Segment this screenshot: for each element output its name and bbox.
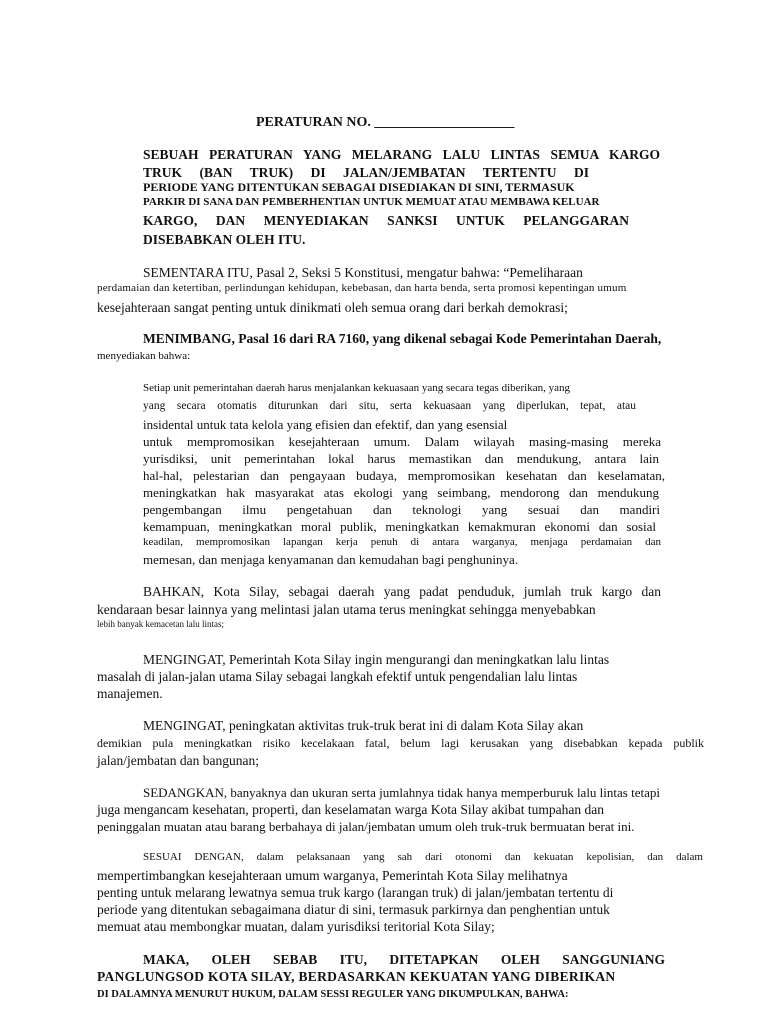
- heading-line-6: DISEBABKAN OLEH ITU.: [143, 232, 306, 247]
- p4-line-1: MENGINGAT, Pemerintah Kota Silay ingin mengurangi dan meningkatkan lalu lintas: [143, 652, 610, 667]
- quote-line-7: meningkatkan hak masyarakat atas ekologi yang seimbang, mendorong dan mendukung: [143, 485, 659, 500]
- p1-line-2: perdamaian dan ketertiban, perlindungan kehidupan, kebebasan, dan harta benda, serta promosi kepentingan umum: [97, 282, 627, 294]
- p5-line-1: MENGINGAT, peningkatan aktivitas truk-truk berat ini di dalam Kota Silay akan: [143, 718, 584, 733]
- p7-line-1: SESUAI DENGAN, dalam pelaksanaan yang sah dari otonomi dan kekuatan kepolisian, dan dalam: [143, 851, 703, 863]
- p6-line-1: SEDANGKAN, banyaknya dan ukuran serta jumlahnya tidak hanya memperburuk lalu lintas tetapi: [143, 785, 660, 800]
- heading-line-5: KARGO, DAN MENYEDIAKAN SANKSI UNTUK PELANGGARAN: [143, 213, 629, 228]
- p5-line-3: jalan/jembatan dan bangunan;: [97, 753, 259, 768]
- quote-line-6: hal-hal, pelestarian dan pengayaan budaya, mempromosikan kesehatan dan keselamatan,: [143, 468, 665, 483]
- p8-line-1: MAKA, OLEH SEBAB ITU, DITETAPKAN OLEH SANGGUNIANG: [143, 952, 665, 967]
- regulation-title: [256, 116, 514, 130]
- p3-line-2: kendaraan besar lainnya yang melintasi jalan utama terus meningkat sehingga menyebabkan: [97, 602, 596, 617]
- quote-line-4: untuk mempromosikan kesejahteraan umum. Dalam wilayah masing-masing mereka: [143, 434, 661, 449]
- p4-line-2: masalah di jalan-jalan utama Silay sebagai langkah efektif untuk pengendalian lalu lintas: [97, 669, 578, 684]
- p3-line-1: BAHKAN, Kota Silay, sebagai daerah yang padat penduduk, jumlah truk kargo dan: [143, 584, 661, 599]
- p4-line-3: manajemen.: [97, 686, 163, 701]
- p1-line-3: kesejahteraan sangat penting untuk dinikmati oleh semua orang dari berkah demokrasi;: [97, 300, 568, 315]
- p8-line-3: DI DALAMNYA MENURUT HUKUM, DALAM SESSI REGULER YANG DIKUMPULKAN, BAHWA:: [97, 989, 569, 1000]
- heading-line-2: TRUK (BAN TRUK) DI JALAN/JEMBATAN TERTENTU DI: [143, 165, 589, 180]
- regulation-number-label: PERATURAN NO.: [256, 115, 371, 130]
- heading-line-3: PERIODE YANG DITENTUKAN SEBAGAI DISEDIAKAN DI SINI, TERMASUK: [143, 180, 575, 194]
- quote-line-1: Setiap unit pemerintahan daerah harus menjalankan kekuasaan yang secara tegas diberikan, yang: [143, 382, 570, 394]
- p1-line-1: SEMENTARA ITU, Pasal 2, Seksi 5 Konstitusi, mengatur bahwa: “Pemeliharaan: [143, 265, 583, 280]
- p7-line-5: memuat atau membongkar muatan, dalam yurisdiksi teritorial Kota Silay;: [97, 919, 495, 934]
- p7-line-4: periode yang ditentukan sebagaimana diatur di sini, termasuk parkirnya dan penghentian untuk: [97, 902, 610, 917]
- heading-line-1: SEBUAH PERATURAN YANG MELARANG LALU LINTAS SEMUA KARGO: [143, 147, 660, 162]
- p6-line-2: juga mengancam kesehatan, properti, dan keselamatan warga Kota Silay akibat tumpahan dan: [97, 802, 604, 817]
- quote-line-9: kemampuan, meningkatkan moral publik, meningkatkan kemakmuran ekonomi dan sosial: [143, 519, 656, 534]
- p2-line-1: MENIMBANG, Pasal 16 dari RA 7160, yang dikenal sebagai Kode Pemerintahan Daerah,: [143, 331, 662, 346]
- quote-line-5: yurisdiksi, unit pemerintahan lokal harus memastikan dan mendukung, antara lain: [143, 451, 659, 466]
- quote-line-11: memesan, dan menjaga kenyamanan dan kemudahan bagi penghuninya.: [143, 552, 519, 567]
- quote-line-2: yang secara otomatis diturunkan dari situ, serta kekuasaan yang diperlukan, tepat, atau: [143, 400, 636, 412]
- quote-line-8: pengembangan ilmu pengetahuan dan teknologi yang sesuai dan mandiri: [143, 502, 660, 517]
- p3-line-3: lebih banyak kemacetan lalu lintas;: [97, 619, 224, 629]
- p5-line-2: demikian pula meningkatkan risiko kecelakaan fatal, belum lagi kerusakan yang disebabkan kepada publik: [97, 736, 704, 750]
- quote-line-3: insidental untuk tata kelola yang efisien dan efektif, dan yang esensial: [143, 417, 508, 432]
- heading-line-4: PARKIR DI SANA DAN PEMBERHENTIAN UNTUK MEMUAT ATAU MEMBAWA KELUAR: [143, 196, 600, 208]
- p2-line-2: menyediakan bahwa:: [97, 350, 191, 362]
- p8-line-2: PANGLUNGSOD KOTA SILAY, BERDASARKAN KEKUATAN YANG DIBERIKAN: [97, 969, 616, 984]
- regulation-number-blank: ____________________: [374, 115, 515, 130]
- p6-line-3: peninggalan muatan atau barang berbahaya di jalan/jembatan umum oleh truk-truk bermuatan berat ini.: [97, 819, 635, 834]
- p7-line-2: mempertimbangkan kesejahteraan umum warganya, Pemerintah Kota Silay melihatnya: [97, 868, 568, 883]
- p7-line-3: penting untuk melarang lewatnya semua truk kargo (larangan truk) di jalan/jembatan tertentu di: [97, 885, 614, 900]
- quote-line-10: keadilan, mempromosikan lapangan kerja penuh di antara warganya, menjaga perdamaian dan: [143, 536, 661, 548]
